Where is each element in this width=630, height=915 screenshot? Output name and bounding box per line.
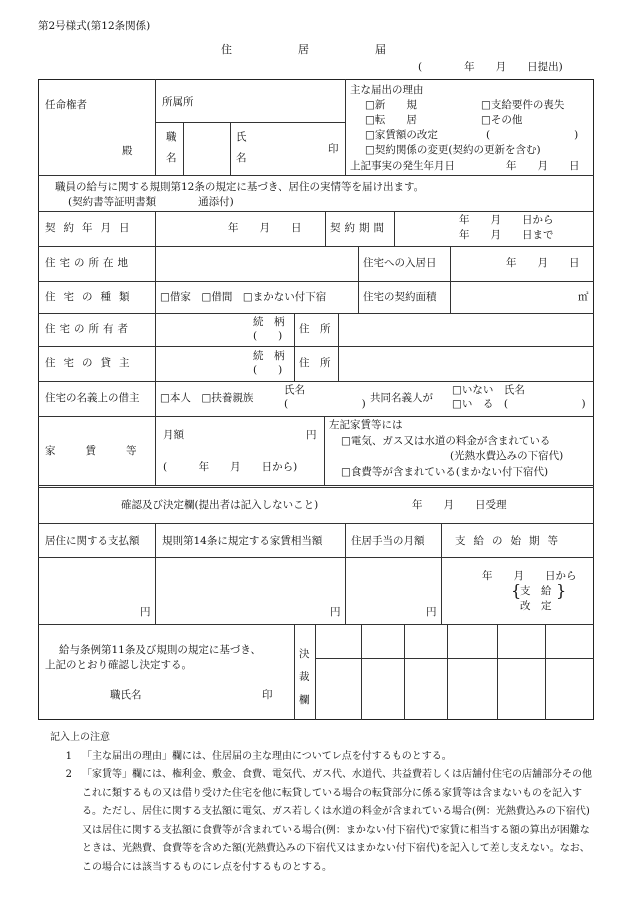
reason-new[interactable]: □新 規 xyxy=(365,99,417,111)
reason-other[interactable]: □その他 xyxy=(481,114,523,126)
notes-section xyxy=(40,729,596,877)
reason-contract-change[interactable]: □契約関係の変更(契約の更新を含む) xyxy=(365,144,541,156)
owner-relation-paren: ( ) xyxy=(253,330,283,342)
nominal-name-label: 氏名 xyxy=(284,384,305,396)
lessor-label: 住宅の貸主 xyxy=(45,357,138,369)
monthly-yen: 円 xyxy=(306,429,317,441)
owner-relation: 続 柄 xyxy=(253,316,285,328)
brace-left: { xyxy=(511,581,522,600)
form-title: 住 居 届 xyxy=(221,43,386,56)
owner-address-label: 住 所 xyxy=(299,323,331,335)
location-label: 住宅の所在地 xyxy=(45,257,132,269)
allowance-yen: 円 xyxy=(426,606,437,618)
move-in-value: 年 月 日 xyxy=(506,257,580,269)
contract-date-label: 契約年月日 xyxy=(45,222,138,234)
owner-label: 住宅の所有者 xyxy=(45,323,132,335)
reason-loss[interactable]: □支給要件の喪失 xyxy=(481,99,565,111)
decision-text-2: 上記のとおり確認し決定する。 xyxy=(45,659,192,671)
co-yes-option[interactable]: □い る ( ) xyxy=(452,398,586,410)
note-text: 「家賃等」欄には、権利金、敷金、食費、電気代、ガス代、水道代、共益費若しくは店舗付住宅の店舗部分その他これに類するもの又は借り受けた住宅を他に転貸している場合の転貸部分に係る家賃等は含まないものを記入する。ただし、居住に関する支払額に電気、ガス若しくは水道の料金が含まれている場合(例：光熱費込みの下宿代)又は居住に関する支払額に食費等が含まれている場合(例：まかない付下宿代)で家賃に相当する額の算出が困難なときは、光熱費、食費等を含めた額(光熱費込みの下宿代又はまかない付下宿代)を記入して差し支えない。なお、この場合には該当するものにレ点を付するものとする。 xyxy=(82,769,592,873)
col-start-label: 支給の始期等 xyxy=(455,535,566,547)
rent-note-title: 左記家賃等には xyxy=(329,419,403,431)
declaration-text: 職員の給与に関する規則第12条の規定に基づき、居住の実情等を届け出ます。 xyxy=(55,181,425,193)
contract-period-label: 契約期間 xyxy=(330,222,388,234)
area-unit: ㎡ xyxy=(578,291,589,303)
co-name-label: 共同名義人が xyxy=(370,392,433,404)
note-item xyxy=(40,766,596,877)
lessor-relation: 続 柄 xyxy=(253,350,285,362)
rent-label: 家賃等 xyxy=(45,445,167,457)
job-title-label: 職 名 xyxy=(166,131,177,164)
col-payment-label: 居住に関する支払額 xyxy=(45,535,140,547)
officer-label: 職氏名 xyxy=(110,689,142,701)
form-number: 第2号様式(第12条関係) xyxy=(38,20,151,32)
reason-move[interactable]: □転 居 xyxy=(365,114,417,126)
pay-option: 支 給 xyxy=(520,585,552,597)
lessor-relation-paren: ( ) xyxy=(253,364,283,376)
occur-date-value: 年 月 日 xyxy=(506,160,580,172)
brace-right: } xyxy=(556,581,567,600)
reason-rent-revision[interactable]: □家賃額の改定 xyxy=(365,129,438,141)
notes-title: 記入上の注意 xyxy=(50,732,110,743)
reason-title: 主な届出の理由 xyxy=(350,84,424,96)
rent-equivalent-yen: 円 xyxy=(330,606,341,618)
reason-other-paren: ( ) xyxy=(486,129,579,141)
payment-yen: 円 xyxy=(140,606,151,618)
nominal-name-paren: ( ) xyxy=(284,398,366,410)
monthly-label: 月額 xyxy=(163,429,184,441)
officer-seal: 印 xyxy=(262,689,273,701)
start-date: 年 月 日から xyxy=(482,570,577,582)
nominal-label: 住宅の名義上の借主 xyxy=(45,392,140,404)
period-to: 年 月 日まで xyxy=(459,229,554,241)
period-from: 年 月 日から xyxy=(459,214,554,226)
nominal-options[interactable]: □本人 □扶養親族 xyxy=(160,392,254,404)
revise-option: 改 定 xyxy=(520,600,552,612)
move-in-label: 住宅への入居日 xyxy=(363,257,437,269)
area-label: 住宅の契約面積 xyxy=(363,291,437,303)
appointer-label: 任命権者 xyxy=(45,99,87,111)
type-label: 住宅の種類 xyxy=(45,291,138,303)
col-rent-equivalent-label: 規則第14条に規定する家賃相当額 xyxy=(162,535,323,547)
note-item xyxy=(40,748,596,767)
approval-stamp-label: 決 裁 欄 xyxy=(299,648,310,707)
rent-note-utilities[interactable]: □電気、ガス又は水道の料金が含まれている xyxy=(341,435,551,447)
received-date: 年 月 日受理 xyxy=(412,499,507,511)
attachment-note: (契約書等証明書類 通添付) xyxy=(68,196,234,208)
decision-text-1: 給与条例第11条及び規則の規定に基づき、 xyxy=(59,644,261,656)
note-number: 2 xyxy=(65,769,72,780)
occur-date-label: 上記事実の発生年月日 xyxy=(350,160,455,172)
col-allowance-label: 住居手当の月額 xyxy=(351,535,425,547)
name-label: 氏 名 xyxy=(236,131,247,164)
note-text: 「主な届出の理由」欄には、住居届の主な理由についてレ点を付するものとする。 xyxy=(82,750,452,762)
contract-date-value: 年 月 日 xyxy=(228,222,302,234)
co-none-option[interactable]: □いない 氏名 xyxy=(452,384,525,396)
dono-label: 殿 xyxy=(122,145,133,157)
confirm-title: 確認及び決定欄(提出者は記入しないこと) xyxy=(121,499,319,511)
rent-from-date: ( 年 月 日から) xyxy=(163,461,298,473)
note-number: 1 xyxy=(65,750,72,762)
lessor-address-label: 住 所 xyxy=(299,357,331,369)
affiliation-label: 所属所 xyxy=(162,96,194,108)
type-options[interactable]: □借家 □借間 □まかない付下宿 xyxy=(160,291,327,303)
rent-note-meals[interactable]: □食費等が含まれている(まかない付下宿代) xyxy=(341,466,549,478)
rent-note-utilities-example: (光熱水費込みの下宿代) xyxy=(450,450,564,462)
seal-mark: 印 xyxy=(328,143,339,155)
submit-date: ( 年 月 日提出) xyxy=(418,61,563,73)
